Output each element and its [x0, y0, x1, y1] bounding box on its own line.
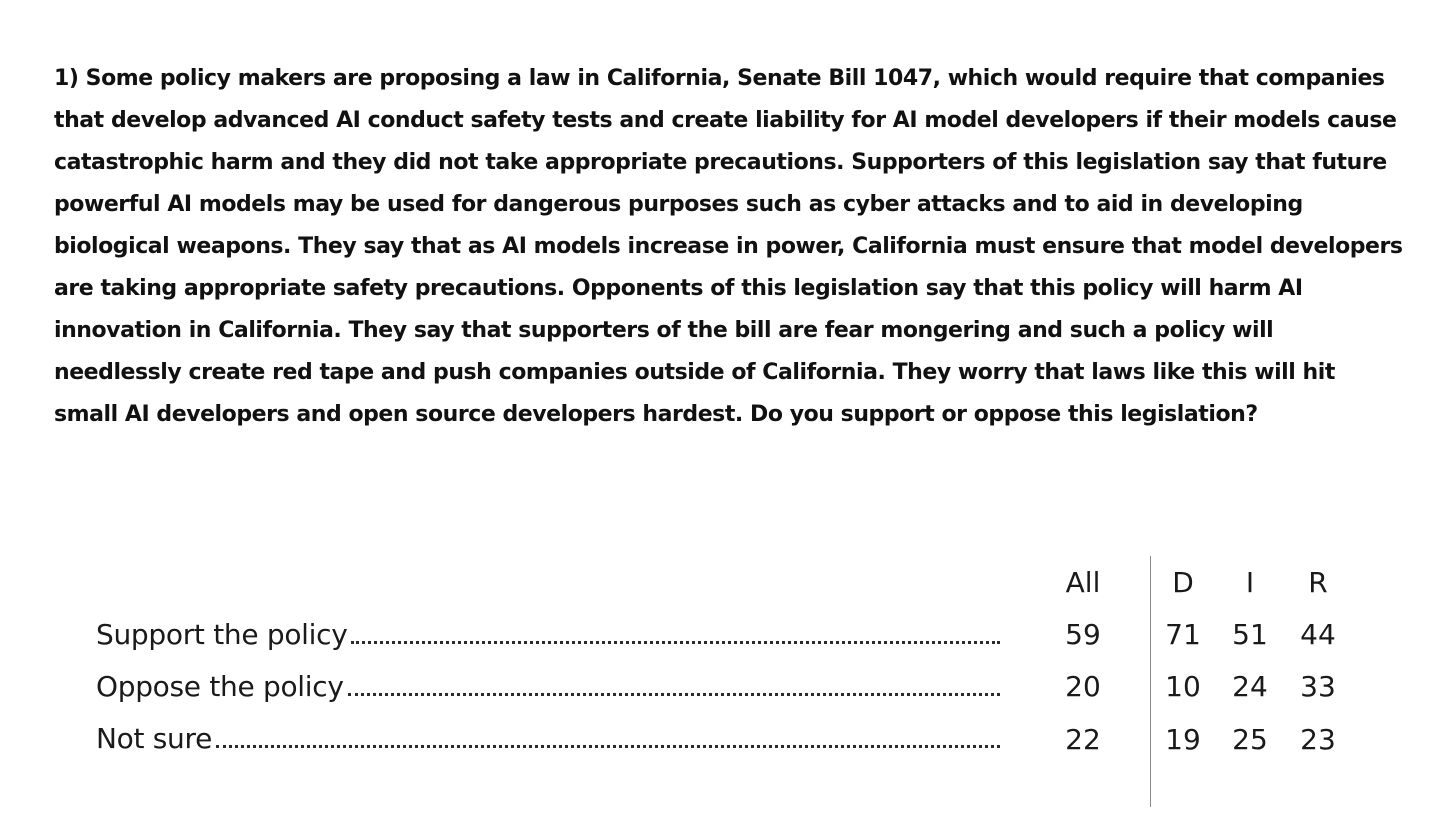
dot-leader [348, 693, 1000, 696]
cell-notsure-d: 19 [1165, 723, 1201, 756]
cell-oppose-i: 24 [1232, 670, 1268, 703]
cell-support-r: 44 [1300, 618, 1336, 651]
cell-oppose-r: 33 [1300, 670, 1336, 703]
header-democrat: D [1172, 566, 1194, 599]
row-label-oppose: Oppose the policy [96, 670, 344, 703]
cell-notsure-r: 23 [1300, 723, 1336, 756]
header-republican: R [1308, 566, 1328, 599]
column-divider [1150, 556, 1151, 807]
row-label-not-sure: Not sure [96, 722, 213, 755]
cell-oppose-d: 10 [1165, 670, 1201, 703]
cell-notsure-i: 25 [1232, 723, 1268, 756]
header-all: All [1065, 566, 1101, 599]
question-text: 1) Some policy makers are proposing a law in California, Senate Bill 1047, which would require that companies that develop advanced AI conduct safety tests and create liability for AI model developers if their models cause catastrophic harm and they did not take appropriate precautions. Supporters of this legislation say that future powerful AI models may be used for dangerous purposes such as cyber attacks and to aid in developing biological weapons. They say that as AI models increase in power, California must ensure that model developers are taking appropriate safety precautions. Opponents of this legislation say that this policy will harm AI innovation in California. They say that supporters of the bill are fear mongering and such a policy will needlessly create red tape and push companies outside of California. They worry that laws like this will hit small AI developers and open source developers hardest. Do you support or oppose this legislation? [54, 66, 1403, 427]
table-row [96, 612, 1000, 652]
header-independent: I [1245, 566, 1255, 599]
cell-support-d: 71 [1165, 618, 1201, 651]
dot-leader [351, 641, 1000, 644]
cell-support-all: 59 [1065, 618, 1101, 651]
table-row [96, 664, 1000, 704]
cell-support-i: 51 [1232, 618, 1268, 651]
cell-notsure-all: 22 [1065, 723, 1101, 756]
table-row [96, 716, 1000, 756]
dot-leader [216, 745, 1000, 748]
row-label-support: Support the policy [96, 618, 348, 651]
cell-oppose-all: 20 [1065, 670, 1101, 703]
